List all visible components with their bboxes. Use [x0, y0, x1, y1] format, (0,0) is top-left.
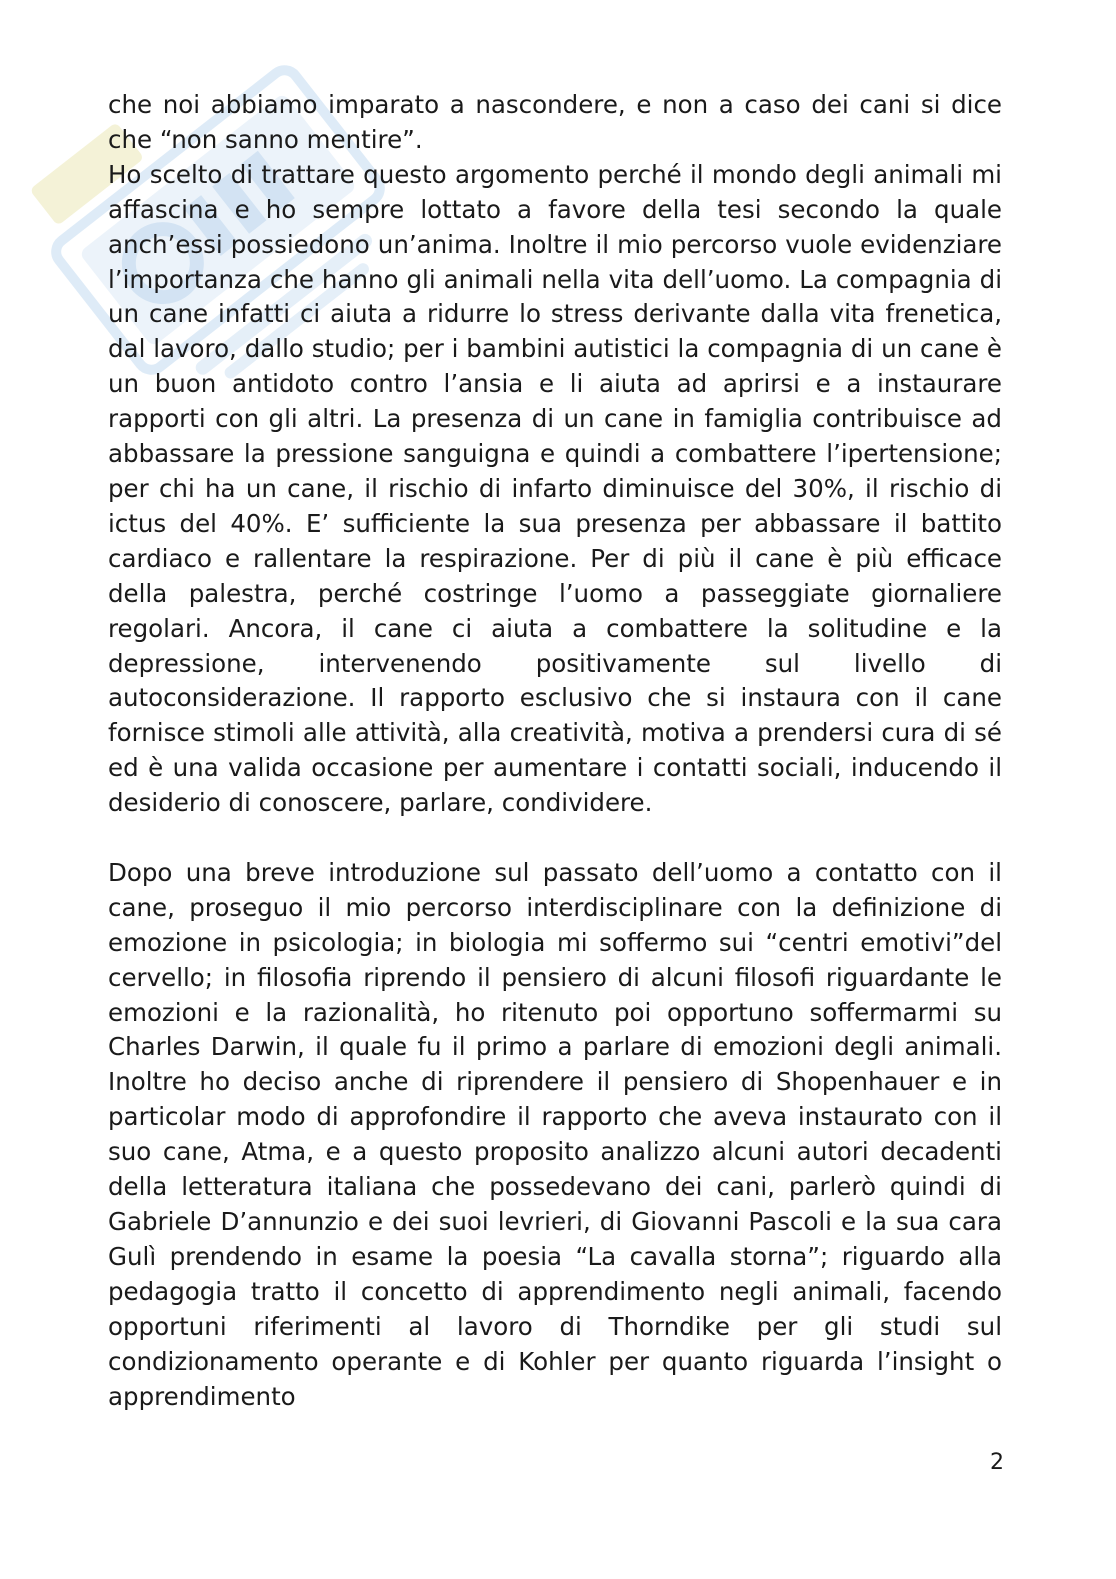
paragraph-3: Dopo una breve introduzione sul passato dell’uomo a contatto con il cane, proseguo il mio percorso interdisciplinare con la definizione di emozione in psicologia; in biologia mi soffermo sui “centri emotivi”del cervello; in filosofia riprendo il pensiero di alcuni filosofi riguardante le emozioni e la razionalità, ho ritenuto poi opportuno soffermarmi su Charles Darwin, il quale fu il primo a parlare di emozioni degli animali. Inoltre ho deciso anche di riprendere il pensiero di Shopenhauer e in particolar modo di approfondire il rapporto che aveva instaurato con il suo cane, Atma, e a questo proposito analizzo alcuni autori decadenti della letteratura italiana che possedevano dei cani, parlerò quindi di Gabriele D’annunzio e dei suoi levrieri, di Giovanni Pascoli e la sua cara Gulì prendendo in esame la poesia “La cavalla storna”; riguardo alla pedagogia tratto il concetto di apprendimento negli animali, facendo opportuni riferimenti al lavoro di Thorndike per gli studi sul condizionamento operante e di Kohler per quanto riguarda l’insight o apprendimento	[108, 857, 1002, 1411]
page-number: 2	[990, 1450, 1004, 1475]
paragraph-2: Ho scelto di trattare questo argomento perché il mondo degli animali mi affascina e ho sempre lottato a favore della tesi secondo la quale anch’essi possiedono un’anima. Inoltre il mio percorso vuole evidenziare l’importanza che hanno gli animali nella vita dell’uomo. La compagnia di un cane infatti ci aiuta a ridurre lo stress derivante dalla vita frenetica, dal lavoro, dallo studio; per i bambini autistici la compagnia di un cane è un buon antidoto contro l’ansia e li aiuta ad aprirsi e a instaurare rapporti con gli altri. La presenza di un cane in famiglia contribuisce ad abbassare la pressione sanguigna e quindi a combattere l’ipertensione; per chi ha un cane, il rischio di infarto diminuisce del 30%, il rischio di ictus del 40%. E’ sufficiente la sua presenza per abbassare il battito cardiaco e rallentare la respirazione. Per di più il cane è più efficace della palestra, perché costringe l’uomo a passeggiate giornaliere regolari. Ancora, il cane ci aiuta a combattere la solitudine e la depressione, intervenendo positivamente sul livello di autoconsiderazione. Il rapporto esclusivo che si instaura con il cane fornisce stimoli alle attività, alla creatività, motiva a prendersi cura di sé ed è una valida occasione per aumentare i contatti sociali, inducendo il desiderio di conoscere, parlare, condividere.	[108, 159, 1002, 818]
paragraph-1: che noi abbiamo imparato a nascondere, e non a caso dei cani si dice che “non sanno mentire”.	[108, 90, 1002, 154]
body-text	[108, 88, 1002, 1414]
